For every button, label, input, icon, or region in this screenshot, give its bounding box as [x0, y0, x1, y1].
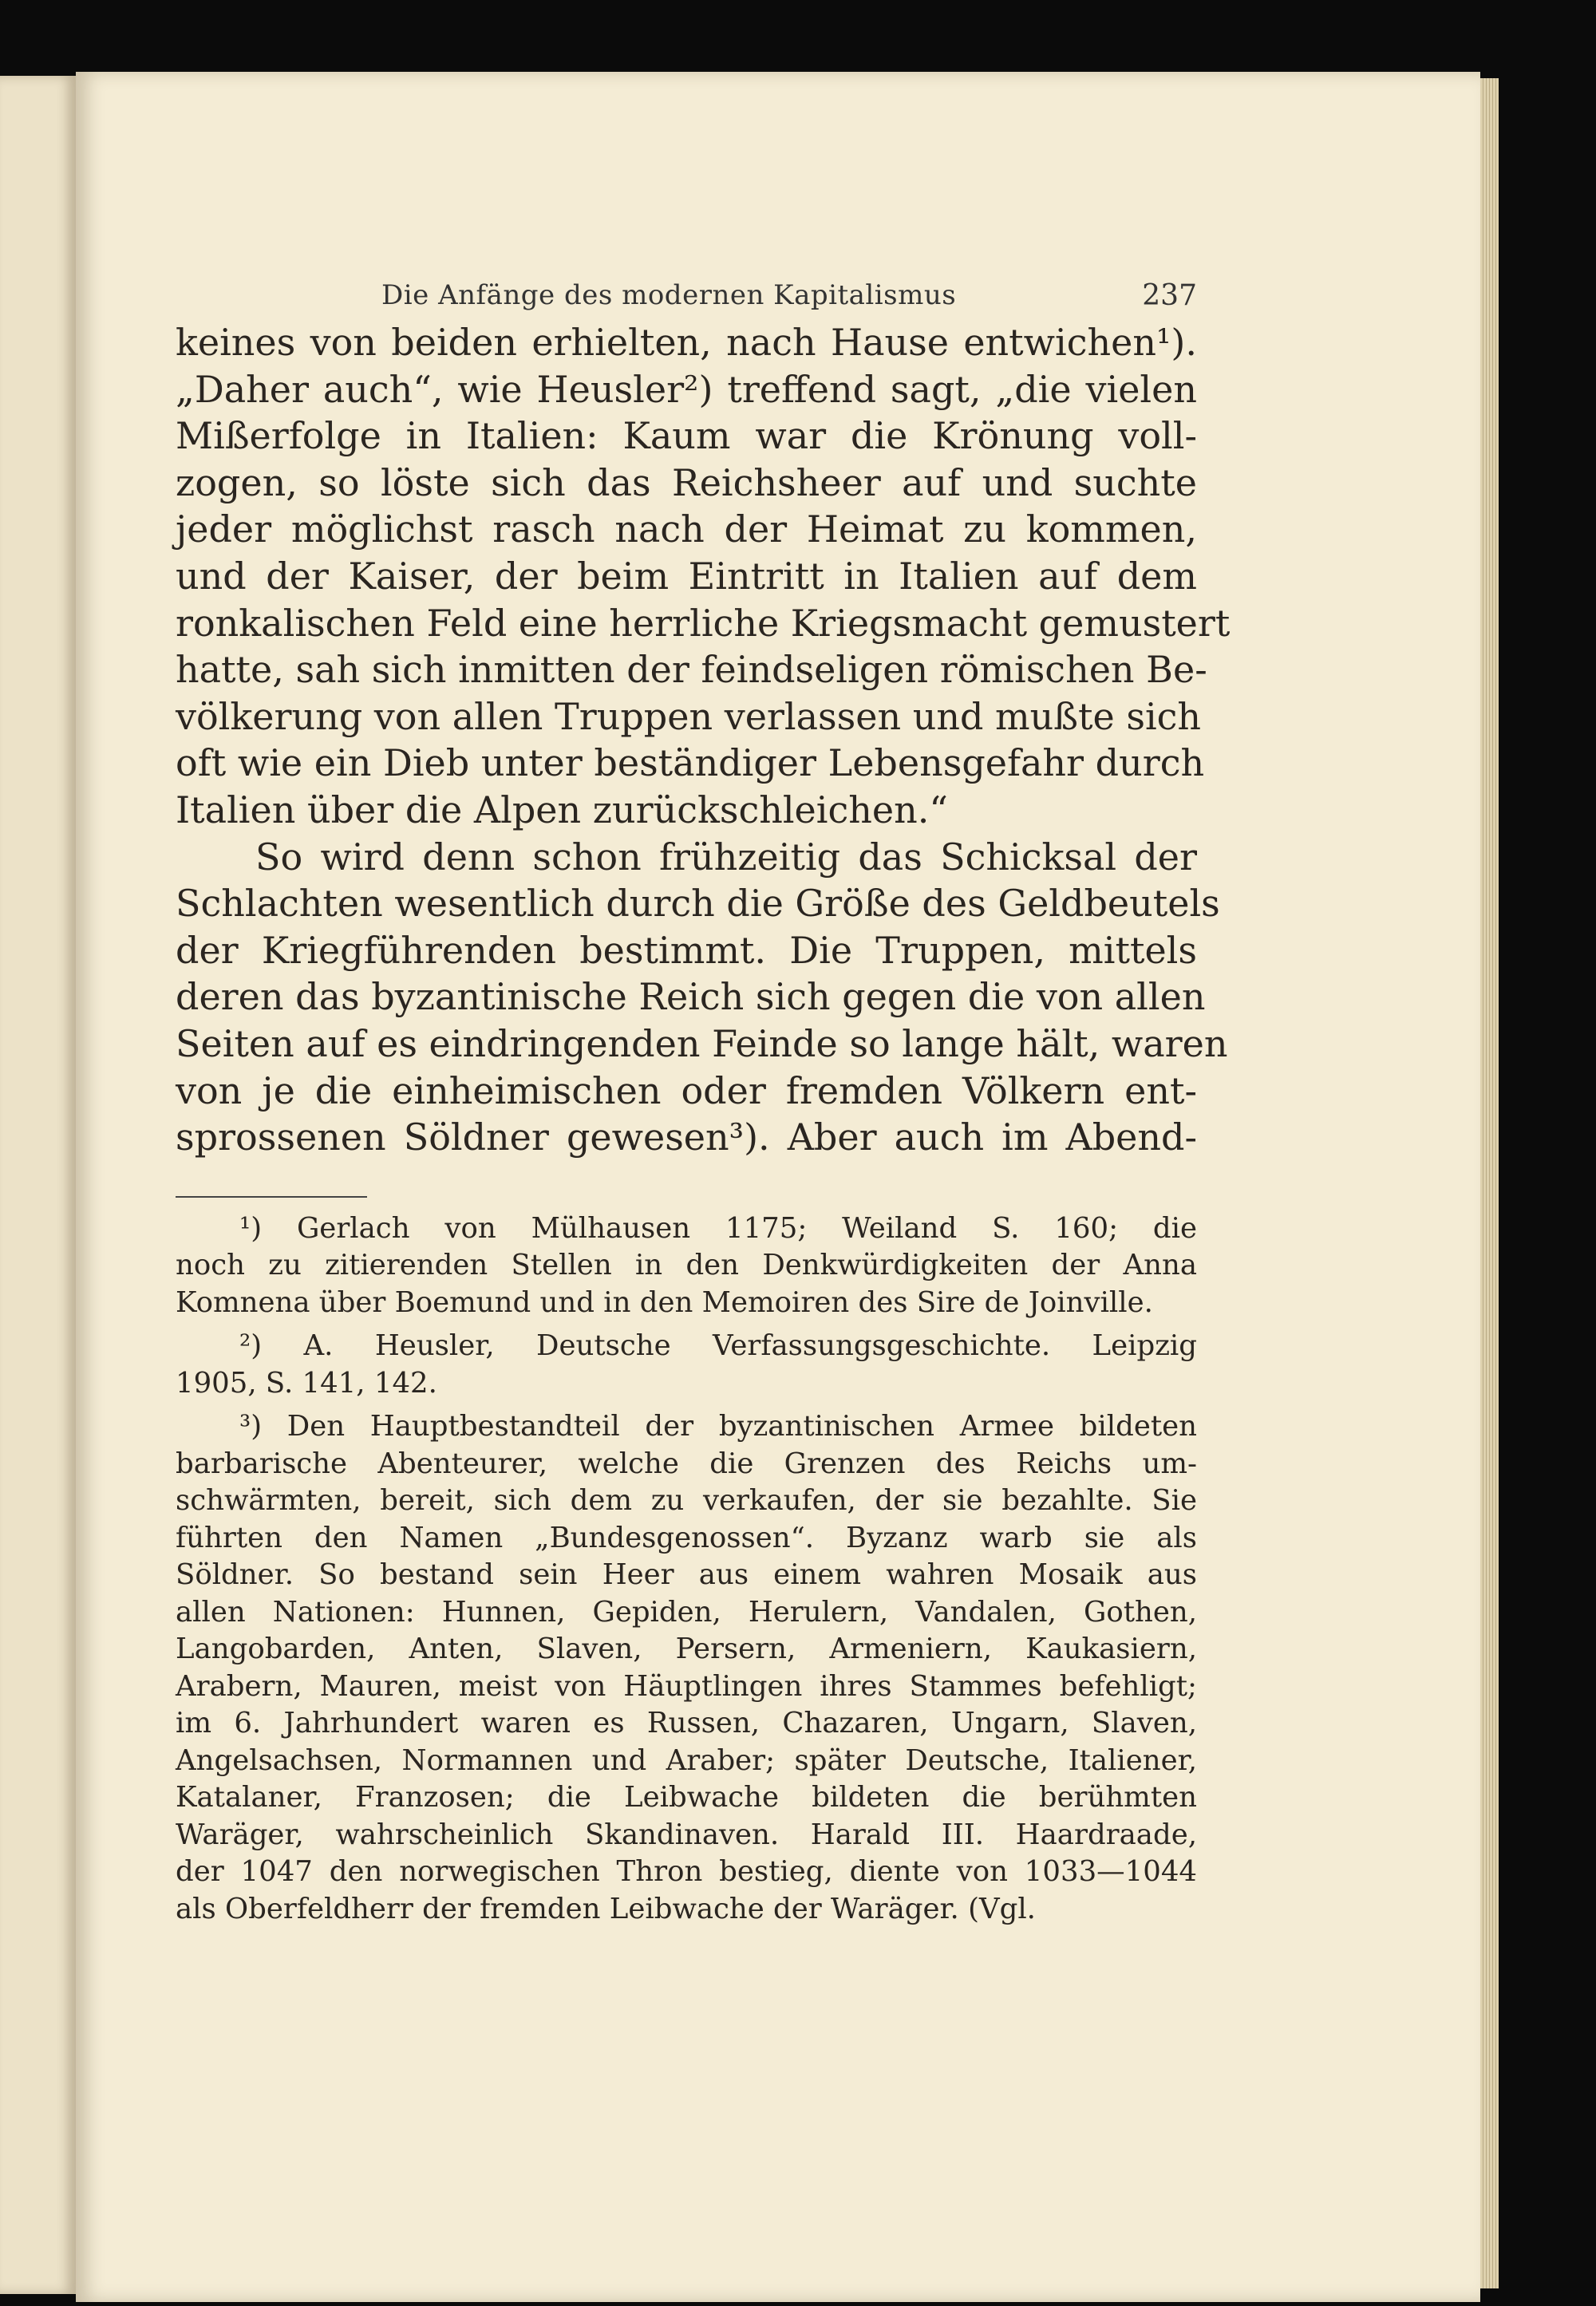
- footnote-line: Langobarden, Anten, Slaven, Persern, Armeniern, Kaukasiern,: [176, 1633, 1197, 1666]
- footnote-rule: [176, 1196, 367, 1198]
- body-line: Italien über die Alpen zurückschleichen.“: [176, 788, 948, 831]
- body-line: keines von beiden erhielten, nach Hause entwichen¹).: [176, 321, 1197, 364]
- footnote-line: noch zu zitierenden Stellen in den Denkwürdigkeiten der Anna: [176, 1249, 1197, 1282]
- body-line: zogen, so löste sich das Reichsheer auf und suchte: [176, 460, 1197, 504]
- running-title: Die Anfänge des modernen Kapitalismus: [381, 279, 957, 311]
- footnote-line: führten den Namen „Bundesgenossen“. Byzanz warb sie als: [176, 1521, 1197, 1554]
- footnote-line: Komnena über Boemund und in den Memoiren des Sire de Joinville.: [176, 1285, 1153, 1319]
- page-text-block: [176, 271, 1231, 1928]
- footnote-line: Katalaner, Franzosen; die Leibwache bildeten die berühmten: [176, 1781, 1197, 1814]
- footnote-line: als Oberfeldherr der fremden Leibwache der Waräger. (Vgl.: [176, 1892, 1036, 1925]
- footnote-line: ²) A. Heusler, Deutsche Verfassungsgeschichte. Leipzig: [239, 1329, 1197, 1363]
- footnote-line: der 1047 den norwegischen Thron bestieg, diente von 1033—1044: [176, 1855, 1197, 1889]
- footnote-line: Angelsachsen, Normannen und Araber; später Deutsche, Italiener,: [176, 1743, 1197, 1777]
- footnote-line: schwärmten, bereit, sich dem zu verkaufen, der sie bezahlte. Sie: [176, 1484, 1197, 1518]
- body-line: jeder möglichst rasch nach der Heimat zu kommen,: [176, 507, 1197, 551]
- page-number: 237: [1142, 279, 1197, 312]
- footnote-line: ¹) Gerlach von Mülhausen 1175; Weiland S. 160; die: [239, 1211, 1197, 1245]
- body-line: völkerung von allen Truppen verlassen und mußte sich: [176, 694, 1202, 738]
- running-head: [176, 271, 1197, 319]
- body-line: hatte, sah sich inmitten der feindseligen römischen Be-: [176, 648, 1207, 692]
- footnote-line: Waräger, wahrscheinlich Skandinaven. Harald III. Haardraade,: [176, 1818, 1197, 1851]
- body-line: So wird denn schon frühzeitig das Schicksal der: [255, 835, 1197, 879]
- footnote-line: 1905, S. 141, 142.: [176, 1366, 437, 1400]
- footnote-line: ³) Den Hauptbestandteil der byzantinischen Armee bildeten: [239, 1410, 1197, 1443]
- body-line: „Daher auch“, wie Heusler²) treffend sagt, „die vielen: [176, 367, 1197, 411]
- footnote-line: Söldner. So bestand sein Heer aus einem wahren Mosaik aus: [176, 1558, 1197, 1592]
- footnote-line: Arabern, Mauren, meist von Häuptlingen ihres Stammes befehligt;: [176, 1669, 1197, 1703]
- body-line: Schlachten wesentlich durch die Größe des Geldbeutels: [176, 882, 1220, 926]
- footnote-line: barbarische Abenteurer, welche die Grenzen des Reichs um-: [176, 1447, 1197, 1480]
- footnotes: [176, 1210, 1197, 1929]
- body-line: deren das byzantinische Reich sich gegen die von allen: [176, 975, 1206, 1019]
- body-line: ronkalischen Feld eine herrliche Kriegsmacht gemustert: [176, 601, 1231, 645]
- body-line: der Kriegführenden bestimmt. Die Truppen, mittels: [176, 928, 1197, 972]
- footnote-line: allen Nationen: Hunnen, Gepiden, Herulern, Vandalen, Gothen,: [176, 1595, 1197, 1629]
- footnote-line: im 6. Jahrhundert waren es Russen, Chazaren, Ungarn, Slaven,: [176, 1707, 1197, 1740]
- body-line: oft wie ein Dieb unter beständiger Lebensgefahr durch: [176, 741, 1205, 785]
- body-line: von je die einheimischen oder fremden Völkern ent-: [176, 1068, 1197, 1112]
- body-line: sprossenen Söldner gewesen³). Aber auch im Abend-: [176, 1115, 1197, 1159]
- page-fore-edge: [1480, 78, 1499, 2288]
- body-line: und der Kaiser, der beim Eintritt in Italien auf dem: [176, 554, 1197, 598]
- body-text: [176, 319, 1231, 1161]
- previous-page-edge: [0, 76, 76, 2294]
- body-line: Mißerfolge in Italien: Kaum war die Krönung voll-: [176, 414, 1197, 458]
- body-line: Seiten auf es eindringenden Feinde so lange hält, waren: [176, 1021, 1228, 1065]
